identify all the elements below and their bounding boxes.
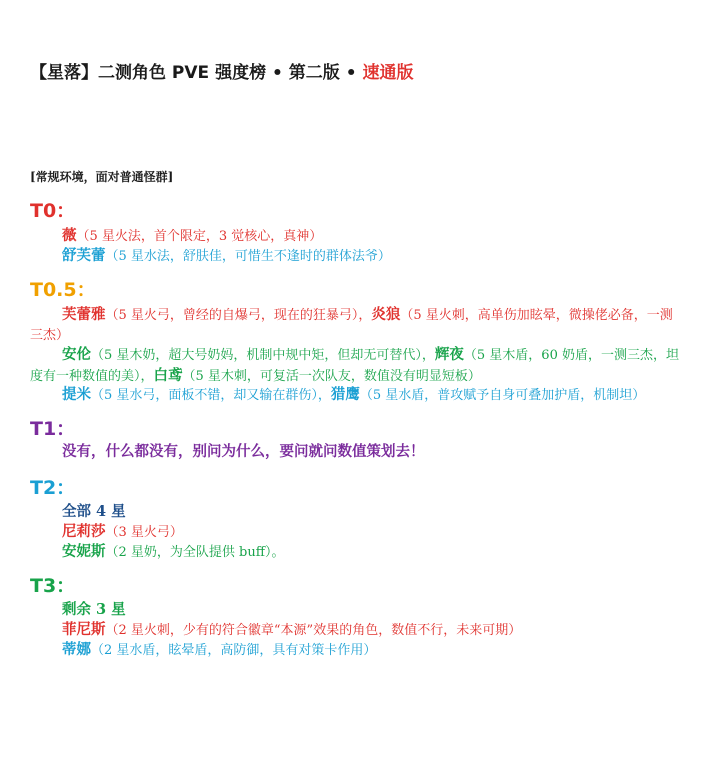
- title-accent: 速通版: [362, 63, 414, 83]
- tier-t1-heading: T1：: [30, 418, 76, 440]
- character-desc-lieying: （5 星水盾，普攻赋予自身可叠加护盾，机制坦）: [359, 388, 646, 403]
- character-name-dina: 蒂娜: [62, 641, 91, 658]
- t05-paragraph-wood: [30, 345, 684, 387]
- character-name-yanlang: 炎狼: [371, 306, 401, 323]
- character-name-feinisi: 菲尼斯: [62, 621, 106, 638]
- t3-entry-dina: [62, 640, 684, 661]
- t1-text: [62, 442, 684, 463]
- character-desc-shufulei: （5 星水法，舒肤佳，可惜生不逢时的群体法爷）: [105, 249, 391, 264]
- tier-t0-heading: T0：: [30, 200, 76, 222]
- character-name-wei: 薇: [62, 227, 77, 244]
- t2-all-label: 全部 4 星: [62, 503, 126, 520]
- t0-entry-wei: [62, 226, 684, 247]
- character-desc-nilisha: （3 星火弓）: [105, 525, 183, 540]
- t0-entry-shufulei: [62, 246, 684, 267]
- section-label: [常规环境，面对普通怪群]: [30, 170, 174, 184]
- character-desc-yanlang: （5 星火刺，高单伤加眩晕，微操佬必备，一测三杰）: [30, 308, 673, 343]
- page-title: [30, 58, 413, 83]
- tier-t2-heading: T2：: [30, 477, 76, 499]
- t2-entry-nilisha: [62, 522, 684, 543]
- t05-paragraph-fire: [30, 305, 684, 346]
- character-name-shufulei: 舒芙蕾: [62, 247, 106, 264]
- t2-all: [62, 502, 684, 523]
- t05-paragraph-water: [62, 385, 684, 406]
- character-desc-wei: （5 星火法，首个限定，3 觉核心，真神）: [76, 229, 323, 244]
- t3-rest: [62, 600, 684, 621]
- character-desc-timi: （5 星水弓，面板不错，却又输在群伤），: [91, 388, 331, 403]
- character-desc-annisi: （2 星奶，为全队提供 buff）。: [105, 545, 285, 560]
- tier-t3-heading: T3：: [30, 575, 76, 597]
- character-name-anlun: 安伦: [62, 346, 91, 363]
- character-name-annisi: 安妮斯: [62, 543, 106, 560]
- character-desc-huiye: （5 星木盾，60 奶盾，一测三杰，坦度有一种数值的美），: [30, 348, 679, 384]
- title-prefix: 【星落】二测角色: [30, 63, 172, 83]
- character-name-furaiya: 芙蕾雅: [62, 306, 106, 323]
- character-desc-furaiya: （5 星火弓，曾经的自爆弓，现在的狂暴弓），: [105, 308, 372, 323]
- character-name-nilisha: 尼莉莎: [62, 523, 106, 540]
- t1-note: 没有，什么都没有，别问为什么，要问就问数值策划去！: [62, 443, 425, 460]
- title-pve: PVE: [171, 63, 210, 83]
- character-desc-dina: （2 星水盾，眩晕盾，高防御，具有对策卡作用）: [91, 643, 377, 658]
- tier-t05-heading: T0.5：: [30, 279, 96, 301]
- t2-entry-annisi: [62, 542, 684, 563]
- title-middle: 强度榜 • 第二版 •: [209, 63, 363, 83]
- character-desc-baiyao: （5 星木刺，可复活一次队友，数值没有明显短板）: [182, 369, 481, 384]
- character-name-timi: 提米: [62, 386, 91, 403]
- t3-rest-label: 剩余 3 星: [62, 601, 126, 618]
- character-desc-anlun: （5 星木奶，超大号奶妈，机制中规中矩，但却无可替代），: [91, 348, 435, 363]
- character-desc-feinisi: （2 星火刺，少有的符合徽章“本源”效果的角色，数值不行，未来可期）: [105, 623, 522, 638]
- t3-entry-feinisi: [62, 620, 684, 641]
- character-name-huiye: 辉夜: [434, 346, 464, 363]
- character-name-lieying: 猎鹰: [330, 386, 360, 403]
- character-name-baiyao: 白鸢: [153, 367, 183, 384]
